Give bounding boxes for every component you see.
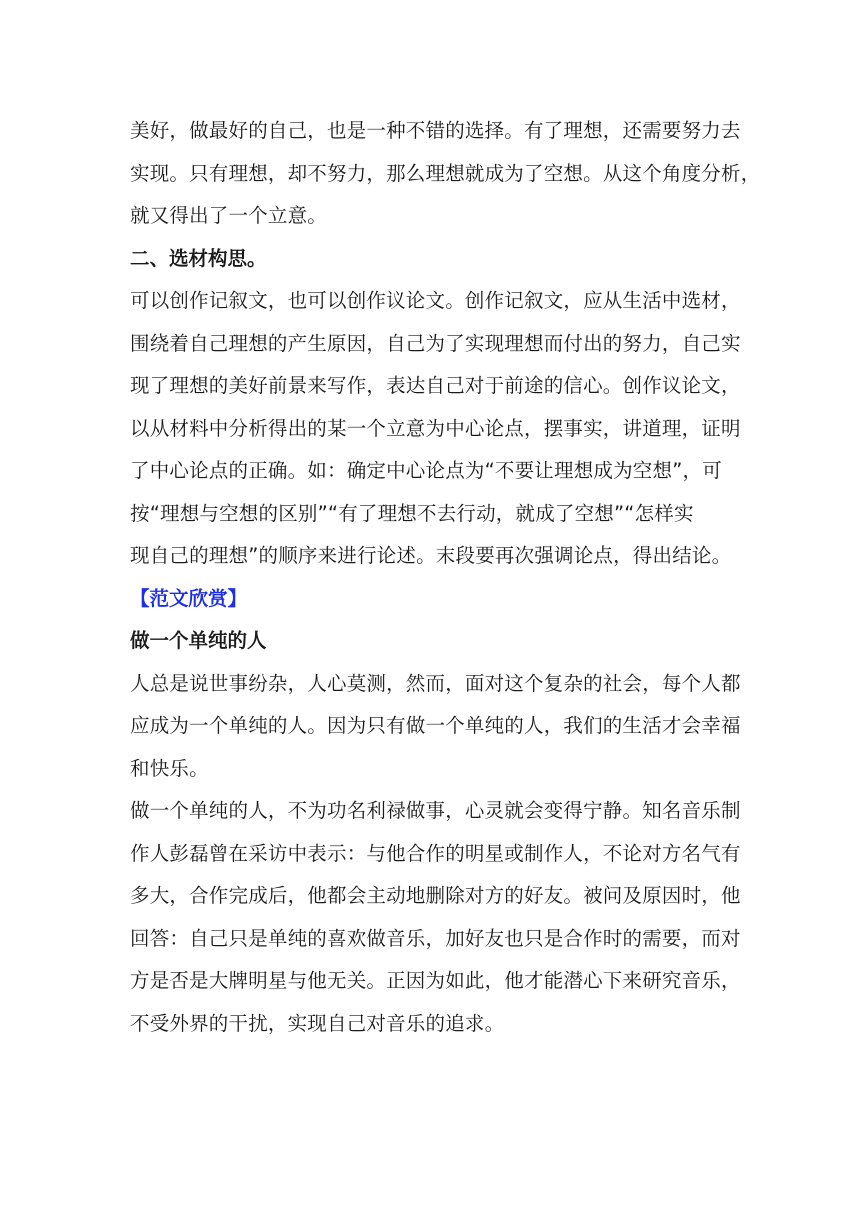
text-line: 按“理想与空想的区别”“有了理想不去行动，就成了空想”“怎样实: [130, 501, 694, 525]
text-line: 人总是说世事纷杂，人心莫测，然而，面对这个复杂的社会，每个人都: [130, 671, 741, 695]
text-line: 实现。只有理想，却不努力，那么理想就成为了空想。从这个角度分析，: [130, 161, 761, 185]
essay-title: 做一个单纯的人: [130, 629, 267, 652]
text-line: 做一个单纯的人，不为功名利禄做事，心灵就会变得宁静。知名音乐制: [130, 799, 741, 822]
text-line: 作人彭磊曾在采访中表示：与他合作的明星或制作人，不论对方名气有: [130, 841, 741, 865]
text-line: 现了理想的美好前景来写作，表达自己对于前途的信心。创作议论文，: [130, 374, 741, 397]
section-two-heading: 二、选材构思。: [130, 246, 267, 270]
section-two-paragraph: [130, 280, 741, 578]
text-line: 应成为一个单纯的人。因为只有做一个单纯的人，我们的生活才会幸福: [130, 714, 741, 737]
document-page: [130, 110, 761, 1045]
text-line: 了中心论点的正确。如：确定中心论点为“不要让理想成为空想”，可: [130, 459, 722, 482]
text-line: 现自己的理想”的顺序来进行论述。末段要再次强调论点，得出结论。: [130, 544, 732, 567]
sample-essay-tag: 【范文欣赏】: [130, 586, 248, 610]
text-line: 多大，合作完成后，他都会主动地删除对方的好友。被问及原因时，他: [130, 884, 741, 907]
intro-paragraph: [130, 110, 761, 238]
text-line: 美好，做最好的自己，也是一种不错的选择。有了理想，还需要努力去: [130, 119, 741, 142]
essay-paragraph-1: [130, 663, 741, 791]
text-line: 回答：自己只是单纯的喜欢做音乐，加好友也只是合作时的需要，而对: [130, 926, 741, 950]
text-line: 不受外界的干扰，实现自己对音乐的追求。: [130, 1011, 505, 1035]
text-line: 围绕着自己理想的产生原因，自己为了实现理想而付出的努力，自己实: [130, 331, 741, 355]
text-line: 以从材料中分析得出的某一个立意为中心论点，摆事实，讲道理，证明: [130, 416, 741, 440]
text-line: 和快乐。: [130, 756, 209, 780]
text-line: 就又得出了一个立意。: [130, 204, 328, 227]
text-line: 方是否是大牌明星与他无关。正因为如此，他才能潜心下来研究音乐，: [130, 969, 741, 992]
text-line: 可以创作记叙文，也可以创作议论文。创作记叙文，应从生活中选材，: [130, 289, 741, 312]
essay-paragraph-2: [130, 790, 741, 1045]
